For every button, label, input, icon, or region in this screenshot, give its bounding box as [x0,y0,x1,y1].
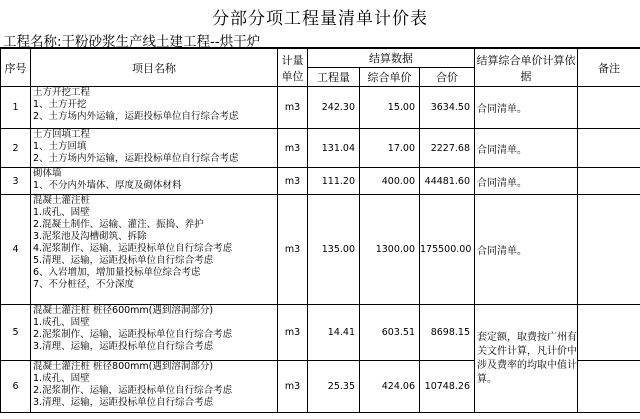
row-total: 10748.26 [420,361,475,413]
item-line: 5.清理、运输，运距投标单位自行综合考虑 [33,255,214,266]
item-line: 混凝土灌注桩 [33,195,91,206]
row-total: 3634.50 [420,87,475,129]
item-line: 砌体墙 [33,168,62,179]
item-line: 7、不分桩径，不分深度 [33,279,135,290]
header-total: 合价 [420,68,475,87]
header-unit: 计量单位 [278,49,308,87]
row-remark [578,361,640,413]
item-line: 土方开挖工程 [33,87,91,98]
header-qty: 工程量 [308,68,360,87]
row-basis: 合同清单。 [475,129,578,168]
row-item-name [31,168,278,195]
row-seq: 3 [1,168,31,195]
project-name: 工程名称:干粉砂浆生产线土建工程--烘干炉 [3,34,261,50]
header-unit-price: 综合单价 [360,68,420,87]
row-total: 44481.60 [420,168,475,195]
item-line: 2、土方场内外运输，运距投标单位自行综合考虑 [33,111,239,122]
table-row [1,168,640,195]
row-item-name [31,305,278,361]
row-remark [578,305,640,361]
item-line: 6、入岩增加，增加量投标单位综合考虑 [33,267,201,278]
row-unit-price: 17.00 [360,129,420,168]
row-seq: 5 [1,305,31,361]
row-basis: 合同清单。 [475,195,578,305]
row-unit: m3 [278,129,308,168]
row-qty: 135.00 [308,195,360,305]
header-remark: 备注 [578,49,640,87]
row-qty: 111.20 [308,168,360,195]
item-line: 混凝土灌注桩 桩径800mm(遇到溶洞部分) [33,361,214,372]
row-item-name [31,87,278,129]
table-row [1,305,640,361]
table-row [1,195,640,305]
row-total: 175500.00 [420,195,475,305]
row-remark [578,87,640,129]
row-unit: m3 [278,305,308,361]
header-item-name: 项目名称 [31,49,278,87]
row-remark [578,195,640,305]
row-item-name [31,195,278,305]
item-line: 混凝土灌注桩 桩径600mm(遇到溶洞部分) [33,305,214,316]
row-total: 2227.68 [420,129,475,168]
row-item-name [31,129,278,168]
item-line: 1.成孔、固壁 [33,317,90,328]
row-remark [578,129,640,168]
item-line: 2、土方场内外运输，运距投标单位自行综合考虑 [33,153,239,164]
row-basis: 合同清单。 [475,168,578,195]
table-row [1,87,640,129]
row-basis: 合同清单。 [475,87,578,129]
item-line: 3.泥浆池及沟槽砌筑、拆除 [33,231,147,242]
row-unit: m3 [278,87,308,129]
row-total: 8698.15 [420,305,475,361]
row-unit: m3 [278,361,308,413]
page-title: 分部分项工程量清单计价表 [212,9,428,29]
header-seq: 序号 [1,49,31,87]
row-qty: 25.35 [308,361,360,413]
item-line: 3.清理、运输，运距投标单位自行综合考虑 [33,397,214,408]
item-line: 4.泥浆制作、运输，运距投标单位自行综合考虑 [33,243,233,254]
item-line: 1.成孔、固壁 [33,207,90,218]
row-seq: 6 [1,361,31,413]
item-line: 2.泥浆制作、运输，运距投标单位自行综合考虑 [33,385,233,396]
item-line: 1.成孔、固壁 [33,373,90,384]
header-settle-group: 结算数据 [308,49,475,68]
row-unit-price: 1300.00 [360,195,420,305]
row-unit-price: 400.00 [360,168,420,195]
row-qty: 242.30 [308,87,360,129]
merged-basis-cell: 套定额，取费按广州有关文件计算，凡计价中涉及费率的均取中值计算。 [475,305,578,413]
row-unit: m3 [278,168,308,195]
row-seq: 2 [1,129,31,168]
row-item-name [31,361,278,413]
row-unit-price: 15.00 [360,87,420,129]
item-line: 1、不分内外墙体、厚度及砌体材料 [33,180,182,191]
row-unit-price: 603.51 [360,305,420,361]
item-line: 2.泥浆制作、运输，运距投标单位自行综合考虑 [33,329,233,340]
row-unit: m3 [278,195,308,305]
item-line: 3.清理、运输，运距投标单位自行综合考虑 [33,341,214,352]
item-line: 1、土方开挖 [33,99,87,110]
table-row [1,129,640,168]
row-seq: 4 [1,195,31,305]
row-seq: 1 [1,87,31,129]
bill-of-quantities-table [0,48,640,413]
header-basis: 结算综合单价计算依据 [475,49,578,87]
row-qty: 14.41 [308,305,360,361]
row-remark [578,168,640,195]
row-qty: 131.04 [308,129,360,168]
item-line: 1、土方回填 [33,141,87,152]
row-unit-price: 424.06 [360,361,420,413]
item-line: 土方回填工程 [33,129,91,140]
item-line: 2.混凝土制作、运输、灌注、振捣、养护 [33,219,204,230]
